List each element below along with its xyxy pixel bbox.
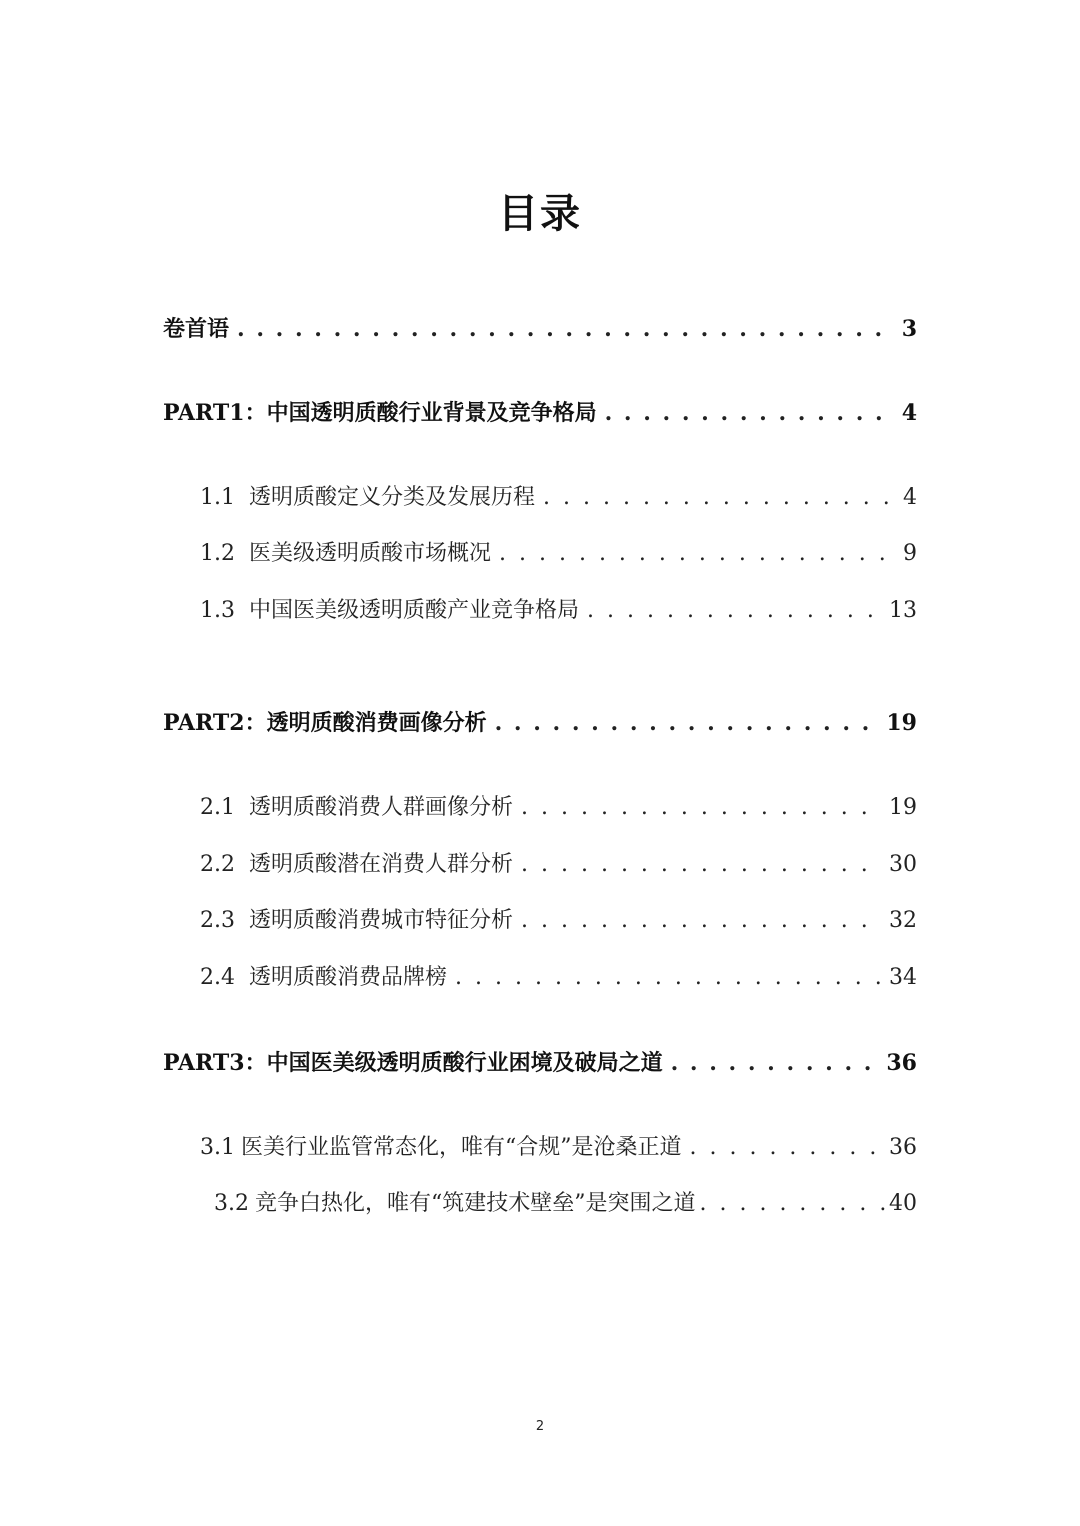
page-number: 2 <box>535 1419 545 1434</box>
toc-entry-3-1[interactable] <box>200 1132 917 1164</box>
toc-entry-1-3[interactable] <box>200 595 917 627</box>
toc-entry-part3[interactable] <box>163 1047 917 1079</box>
toc-entry-number: 2.1 <box>200 795 235 820</box>
toc-entry-number: 2.4 <box>200 965 235 990</box>
toc-entry-2-2[interactable] <box>200 849 917 881</box>
toc-entry-text: PART1：中国透明质酸行业背景及竞争格局 <box>163 400 597 426</box>
toc-entry-preface[interactable] <box>163 313 917 345</box>
toc-dot-leader <box>521 905 881 937</box>
toc-entry-2-4[interactable] <box>200 962 917 994</box>
toc-entry-number: 1.2 <box>200 541 235 566</box>
toc-entry-part2[interactable] <box>163 707 917 739</box>
toc-dot-leader <box>521 849 881 881</box>
toc-entry-number: 3.2 <box>214 1191 249 1216</box>
toc-entry-page: 40 <box>889 1191 917 1216</box>
toc-entry-page: 9 <box>903 541 917 566</box>
toc-entry-page: 3 <box>901 316 917 342</box>
toc-entry-page: 19 <box>889 795 917 820</box>
toc-entry-2-1[interactable] <box>200 792 917 824</box>
toc-dot-leader <box>521 792 881 824</box>
toc-entry-number: 1.3 <box>200 598 235 623</box>
toc-entry-text: 透明质酸消费人群画像分析 <box>249 795 514 820</box>
toc-entry-text: 透明质酸潜在消费人群分析 <box>249 852 514 877</box>
toc-entry-text: PART2：透明质酸消费画像分析 <box>163 710 487 736</box>
toc-entry-page: 32 <box>889 908 917 933</box>
toc-entry-number: 2.2 <box>200 852 235 877</box>
toc-entry-page: 4 <box>901 400 917 426</box>
toc-dot-leader <box>499 538 895 570</box>
toc-entry-page: 34 <box>889 965 917 990</box>
toc-dot-leader <box>455 962 881 994</box>
toc-entry-1-1[interactable] <box>200 482 917 514</box>
toc-dot-leader <box>671 1047 879 1079</box>
toc-entry-text: 医美级透明质酸市场概况 <box>249 541 492 566</box>
toc-entry-number: 2.3 <box>200 908 235 933</box>
toc-entry-page: 19 <box>886 710 917 736</box>
toc-dot-leader <box>587 595 881 627</box>
toc-entry-page: 4 <box>903 485 917 510</box>
toc-dot-leader <box>495 707 879 739</box>
toc-dot-leader <box>690 1132 882 1164</box>
toc-entry-text: 透明质酸定义分类及发展历程 <box>249 485 536 510</box>
toc-entry-text: 透明质酸消费品牌榜 <box>249 965 448 990</box>
toc-entry-text: 卷首语 <box>163 316 230 342</box>
toc-entry-number: 1.1 <box>200 485 235 510</box>
toc-entry-number: 3.1 <box>200 1135 235 1160</box>
toc-entry-page: 36 <box>889 1135 917 1160</box>
toc-entry-part1[interactable] <box>163 397 917 429</box>
toc-dot-leader <box>605 397 894 429</box>
toc-entry-text: 医美行业监管常态化，唯有“合规”是沧桑正道 <box>241 1135 682 1160</box>
toc-entry-text: PART3：中国医美级透明质酸行业困境及破局之道 <box>163 1050 663 1076</box>
toc-entry-text: 透明质酸消费城市特征分析 <box>249 908 514 933</box>
document-title: 目录 <box>498 191 582 237</box>
toc-entry-text: 竞争白热化，唯有“筑建技术壁垒”是突围之道 <box>255 1191 696 1216</box>
toc-dot-leader <box>237 313 894 345</box>
toc-entry-2-3[interactable] <box>200 905 917 937</box>
toc-entry-page: 36 <box>886 1050 917 1076</box>
toc-dot-leader <box>543 482 895 514</box>
toc-entry-page: 13 <box>889 598 917 623</box>
toc-dot-leader <box>700 1188 886 1220</box>
toc-entry-3-2[interactable] <box>214 1188 917 1220</box>
toc-entry-1-2[interactable] <box>200 538 917 570</box>
toc-entry-page: 30 <box>889 852 917 877</box>
toc-entry-text: 中国医美级透明质酸产业竞争格局 <box>249 598 580 623</box>
